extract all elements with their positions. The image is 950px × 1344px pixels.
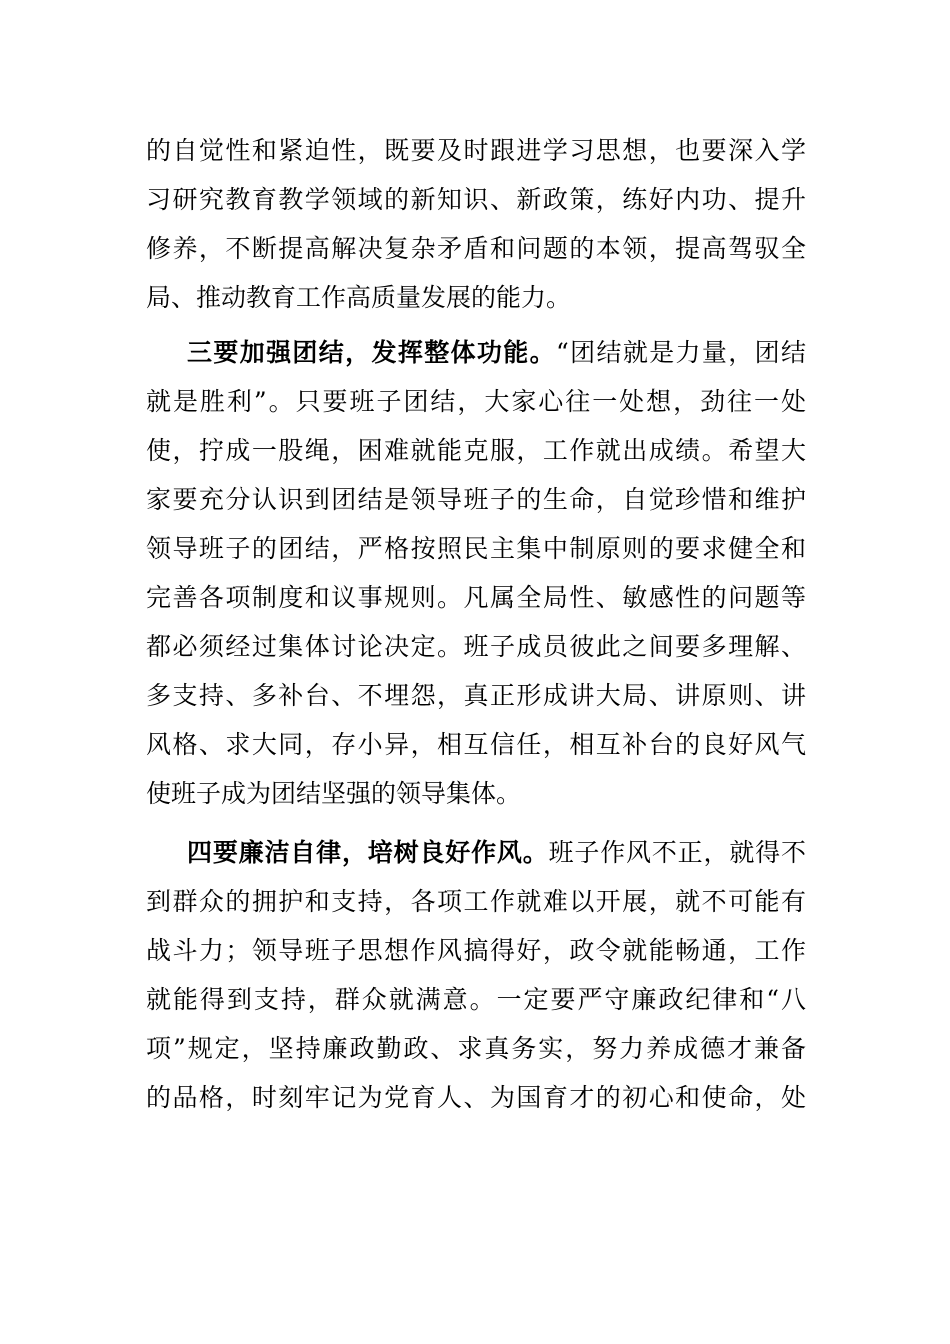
paragraph-2-heading: 三要加强团结，发挥整体功能。 [187,338,556,367]
paragraph-3-first-line-text: 班子作风不正，就得不 [548,838,806,867]
paragraph-1-line-1: 的自觉性和紧迫性，既要及时跟进学习思想，也要深入学 [146,136,806,165]
paragraph-2-line-2: 就是胜利”。只要班子团结，大家心往一处想，劲往一处 [146,387,806,416]
paragraph-2-line-5: 领导班子的团结，严格按照民主集中制原则的要求健全和 [146,534,806,563]
paragraph-3-line-6: 的品格，时刻牢记为党育人、为国育才的初心和使命，处 [146,1083,806,1112]
paragraph-2-line-7: 都必须经过集体讨论决定。班子成员彼此之间要多理解、 [146,632,806,661]
paragraph-3-line-5: 项”规定，坚持廉政勤政、求真务实，努力养成德才兼备 [146,1034,806,1063]
paragraph-3-line-2: 到群众的拥护和支持，各项工作就难以开展，就不可能有 [146,887,806,916]
paragraph-2-line-3: 使，拧成一股绳，困难就能克服，工作就出成绩。希望大 [146,436,806,465]
paragraph-1-line-2: 习研究教育教学领域的新知识、新政策，练好内功、提升 [146,185,806,214]
paragraph-2-first-line-text: “团结就是力量，团结 [556,338,806,367]
paragraph-2-first-line [187,333,806,373]
paragraph-3-first-line [187,833,806,873]
paragraph-2-line-9: 风格、求大同，存小异，相互信任，相互补台的良好风气 [146,730,806,759]
paragraph-1-line-4: 局、推动教育工作高质量发展的能力。 [146,283,572,312]
paragraph-3-line-3: 战斗力；领导班子思想作风搞得好，政令就能畅通，工作 [146,936,806,965]
paragraph-1-line-3: 修养，不断提高解决复杂矛盾和问题的本领，提高驾驭全 [146,234,806,263]
paragraph-2-line-6: 完善各项制度和议事规则。凡属全局性、敏感性的问题等 [146,583,806,612]
paragraph-2-line-8: 多支持、多补台、不埋怨，真正形成讲大局、讲原则、讲 [146,681,806,710]
paragraph-3-heading: 四要廉洁自律，培树良好作风。 [187,838,549,867]
paragraph-2-line-4: 家要充分认识到团结是领导班子的生命，自觉珍惜和维护 [146,485,806,514]
paragraph-3-line-4: 就能得到支持，群众就满意。一定要严守廉政纪律和“八 [146,985,806,1014]
paragraph-2-line-10: 使班子成为团结坚强的领导集体。 [146,779,522,808]
